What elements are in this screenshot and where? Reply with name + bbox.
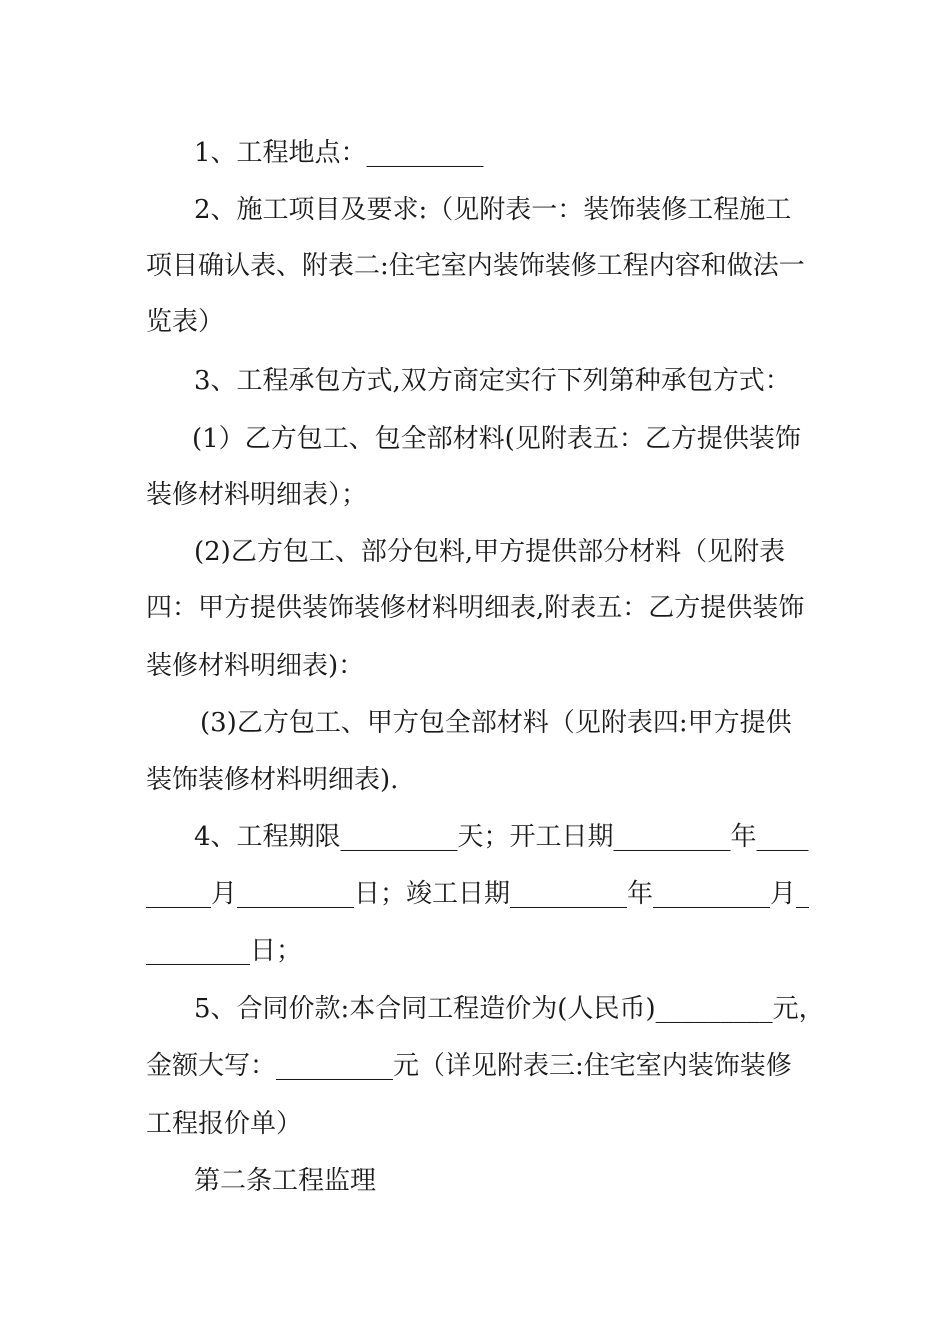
clause-2-items-line-2: 项目确认表、附表二:住宅室内装饰装修工程内容和做法一	[146, 251, 805, 281]
clause-5-price-line-1: 5、合同价款:本合同工程造价为(人民币)_________元，	[194, 994, 825, 1024]
clause-4-period-line-2: _____月_________日；竣工日期_________年_________月_	[146, 879, 810, 909]
clause-2-items-line-3: 览表）	[146, 307, 225, 337]
clause-5-price-line-2: 金额大写：_________元（详见附表三:住宅室内装饰装修	[146, 1051, 792, 1081]
clause-1-location: 1、工程地点：_________	[194, 138, 484, 168]
clause-4-period-line-3: ________日；	[146, 936, 303, 966]
option-1-line-1: (1）乙方包工、包全部材料(见附表五：乙方提供装饰	[192, 424, 801, 454]
clause-5-price-line-3: 工程报价单）	[146, 1109, 303, 1139]
clause-4-period-line-1: 4、工程期限_________天；开工日期_________年____	[194, 822, 809, 852]
section-heading-supervision: 第二条工程监理	[194, 1166, 377, 1196]
option-2-line-3: 装修材料明细表)：	[146, 651, 365, 681]
option-3-line-1: (3)乙方包工、甲方包全部材料（见附表四:甲方提供	[200, 708, 792, 738]
clause-2-items-line-1: 2、施工项目及要求:（见附表一：装饰装修工程施工	[194, 195, 792, 225]
option-2-line-2: 四：甲方提供装饰装修材料明细表,附表五：乙方提供装饰	[146, 593, 805, 623]
option-1-line-2: 装修材料明细表）；	[146, 480, 368, 510]
option-2-line-1: (2)乙方包工、部分包料,甲方提供部分材料（见附表	[194, 537, 786, 567]
clause-3-contract-method: 3、工程承包方式,双方商定实行下列第种承包方式：	[194, 366, 791, 396]
option-3-line-2: 装饰装修材料明细表).	[146, 765, 399, 795]
